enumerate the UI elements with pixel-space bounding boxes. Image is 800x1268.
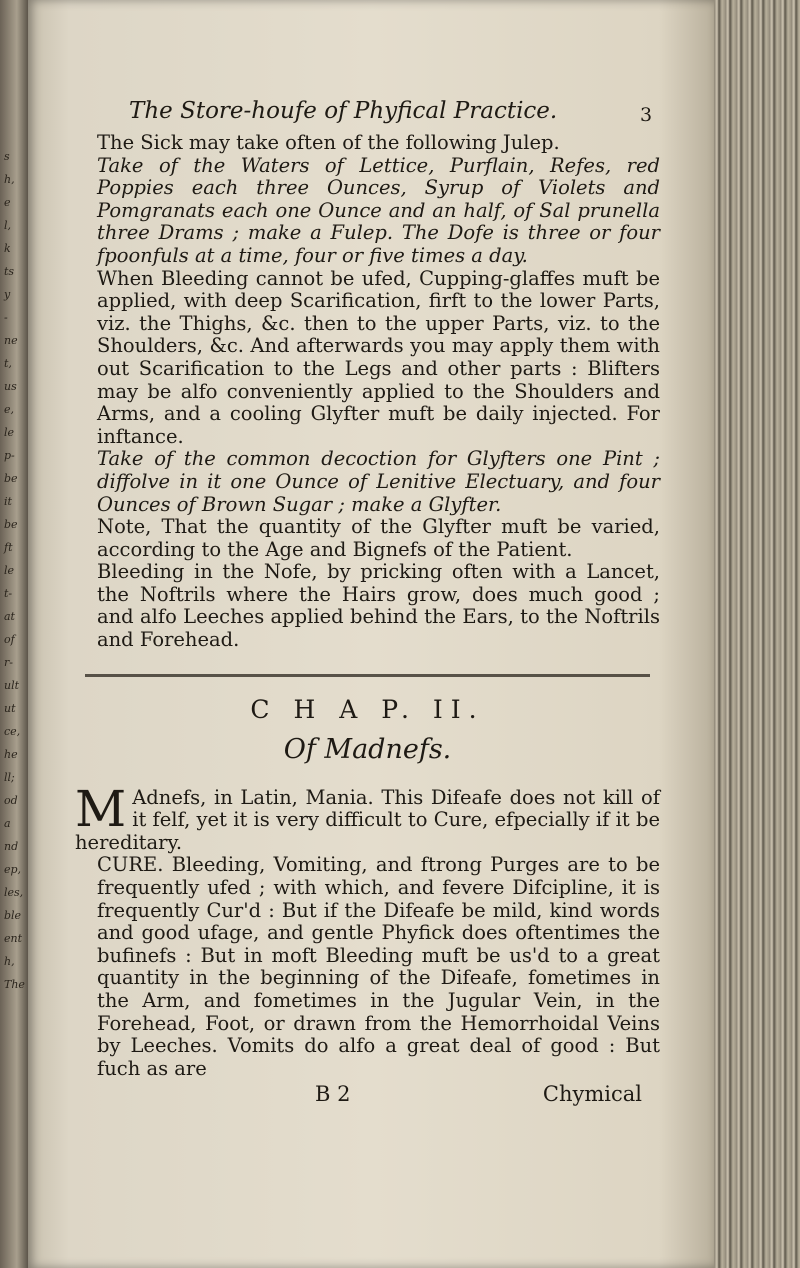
chapter-heading: C H A P. II.	[250, 694, 485, 724]
margin-fragment: od	[4, 794, 18, 807]
left-page-fragments	[0, 0, 30, 1268]
paragraph: Take of the Waters of Lettice, Purflain, Refes, red Poppies each three Ounces, Syrup of Violets and Pomgranats each one Ounce and an half, of Sal prunella three Drams ; make a Fulep. The Dofe is three or four fpoonfuls at a time, four or five times a day.	[97, 153, 660, 267]
page-content	[75, 98, 660, 1106]
margin-fragment: The	[4, 978, 25, 991]
margin-fragment: ble	[4, 909, 22, 922]
page-number: 3	[640, 104, 653, 126]
catchword: Chymical	[542, 1082, 642, 1107]
margin-fragment: e,	[4, 403, 15, 416]
running-title: The Store-houfe of Phyfical Practice.	[129, 98, 558, 124]
margin-fragment: t,	[4, 357, 12, 370]
chapter-paragraph	[75, 779, 660, 855]
page-footer	[75, 1082, 660, 1106]
margin-fragment: us	[4, 380, 17, 393]
running-head	[75, 98, 660, 132]
paragraph: The Sick may take often of the following Julep.	[97, 131, 560, 154]
margin-fragment: ce,	[4, 725, 21, 738]
paragraph-text: CURE. Bleeding, Vomiting, and ftrong Purges are to be frequently ufed ; with which, and fevere Difcipline, it is frequently Cur'd : But if the Difeafe be mild, kind words and good ufage, and gentle Phyfick does oftentimes the bufinefs : But in moft Bleeding muft be us'd to a great quantity in the beginning of the Difeafe, fometimes in the Arm, and fometimes in the Jugular Vein, in the Forehead, Foot, or drawn from the Hemorrhoidal Veins by Leeches. Vomits do alfo a great deal of good : But fuch as are	[97, 853, 660, 1080]
chapter-text-block	[75, 779, 660, 1081]
margin-fragment: e	[4, 196, 11, 209]
paragraph: Take of the common decoction for Glyfters one Pint ; diffolve in it one Ounce of Lenitive Electuary, and four Ounces of Brown Sugar ; make a Glyfter.	[97, 447, 660, 516]
paragraph: Note, That the quantity of the Glyfter muft be varied, according to the Age and Bignefs of the Patient.	[97, 515, 660, 561]
chapter-paragraph	[75, 854, 660, 1080]
margin-fragment: it	[4, 495, 12, 508]
margin-fragment: nd	[4, 840, 19, 853]
margin-fragment: l,	[4, 219, 12, 232]
margin-fragment: ts	[4, 265, 15, 278]
section-rule	[85, 674, 650, 677]
drop-cap: M	[75, 779, 127, 838]
margin-fragment: ll;	[4, 771, 15, 784]
margin-fragment: ep,	[4, 863, 22, 876]
paragraph-text: Adnefs, in Latin, Mania. This Difeafe does not kill of it felf, yet it is very difficult to Cure, efpecially if it be hereditary.	[75, 785, 660, 854]
margin-fragment: -	[4, 311, 8, 324]
margin-fragment: he	[4, 748, 18, 761]
margin-fragment: be	[4, 518, 18, 531]
margin-fragment: ft	[4, 541, 13, 554]
margin-fragment: a	[4, 817, 11, 830]
margin-fragment: ne	[4, 334, 18, 347]
signature-mark: B 2	[315, 1082, 351, 1107]
paragraph: Bleeding in the Nofe, by pricking often with a Lancet, the Noftrils where the Hairs grow, does much good ; and alfo Leeches applied behind the Ears, to the Noftrils and Forehead.	[97, 560, 660, 652]
top-text-block	[75, 132, 660, 652]
margin-fragment: ut	[4, 702, 16, 715]
margin-fragment: les,	[4, 886, 24, 899]
paragraph: When Bleeding cannot be ufed, Cupping-glaffes muft be applied, with deep Scarification, firft to the lower Parts, viz. the Thighs, &c. then to the upper Parts, viz. to the Shoulders, &c. And afterwards you may apply them with out Scarification to the Legs and other parts : Blifters may be alfo conveniently applied to the Shoulders and Arms, and a cooling Glyfter muft be daily injected. For inftance.	[97, 266, 660, 448]
margin-fragment: be	[4, 472, 18, 485]
margin-fragment: h,	[4, 955, 15, 968]
margin-fragment: s	[4, 150, 10, 163]
margin-fragment: k	[4, 242, 11, 255]
margin-fragment: t-	[4, 587, 13, 600]
margin-fragment: h,	[4, 173, 15, 186]
margin-fragment: le	[4, 564, 15, 577]
margin-fragment: y	[4, 288, 11, 301]
page-edge-stack	[714, 0, 800, 1268]
margin-fragment: ult	[4, 679, 20, 692]
margin-fragment: le	[4, 426, 15, 439]
margin-fragment: p-	[4, 449, 15, 462]
chapter-subtitle: Of Madnefs.	[283, 733, 452, 765]
margin-fragment: ent	[4, 932, 23, 945]
margin-fragment: of	[4, 633, 15, 646]
margin-fragment: r-	[4, 656, 13, 669]
margin-fragment: at	[4, 610, 15, 623]
